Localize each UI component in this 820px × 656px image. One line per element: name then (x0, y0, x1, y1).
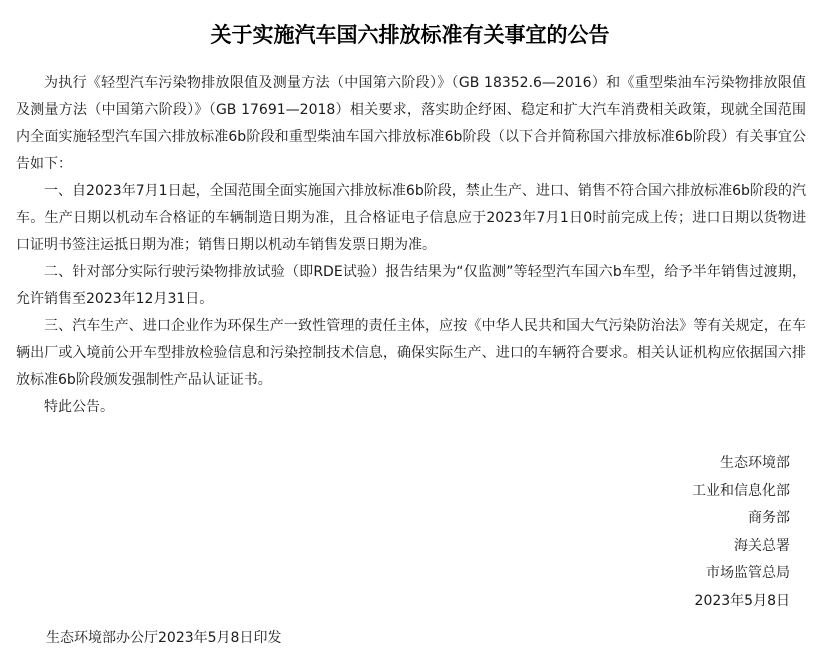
signatory-ministry-industry: 工业和信息化部 (692, 482, 790, 499)
page-title: 关于实施汽车国六排放标准有关事宜的公告 (210, 23, 610, 47)
signatory-ministry-ecology: 生态环境部 (720, 455, 790, 471)
intro-paragraph: 为执行《轻型汽车污染物排放限值及测量方法（中国第六阶段）》（GB 18352.6—2016）和《重型柴油车污染物排放限值及测量方法（中国第六阶段）》（GB 17691—2018）相关要求，落实助企纾困、稳定和扩大汽车消费相关政策，现就全国范围内全面实施轻型汽车国六排放标准6b阶段和重型柴油车国六排放标准6b阶段（以下合并简称国六排放标准6b阶段）有关事宜公告如下： (16, 75, 806, 172)
signatory-block (692, 450, 790, 615)
clause-two-paragraph: 二、针对部分实际行驶污染物排放试验（即RDE试验）报告结果为“仅监测”等轻型汽车国六b车型，给予半年销售过渡期，允许销售至2023年12月31日。 (16, 264, 806, 307)
clause-one-paragraph: 一、自2023年7月1日起，全国范围全面实施国六排放标准6b阶段，禁止生产、进口、销售不符合国六排放标准6b阶段的汽车。生产日期以机动车合格证的车辆制造日期为准，且合格证电子信息应于2023年7月1日0时前完成上传；进口日期以货物进口证明书签注运抵日期为准；销售日期以机动车销售发票日期为准。 (16, 183, 806, 253)
print-footer: 生态环境部办公厅2023年5月8日印发 (46, 630, 282, 646)
signatory-customs: 海关总署 (734, 537, 790, 554)
announcement-body (16, 70, 806, 421)
closing-paragraph: 特此公告。 (44, 399, 114, 415)
signatory-ministry-commerce: 商务部 (748, 510, 790, 526)
issue-date: 2023年5月8日 (694, 592, 790, 609)
signatory-market-regulation: 市场监管总局 (706, 565, 790, 581)
clause-three-paragraph: 三、汽车生产、进口企业作为环保生产一致性管理的责任主体，应按《中华人民共和国大气污染防治法》等有关规定，在车辆出厂或入境前公开车型排放检验信息和污染控制技术信息，确保实际生产、进口的车辆符合要求。相关认证机构应依据国六排放标准6b阶段颁发强制性产品认证证书。 (16, 318, 806, 388)
